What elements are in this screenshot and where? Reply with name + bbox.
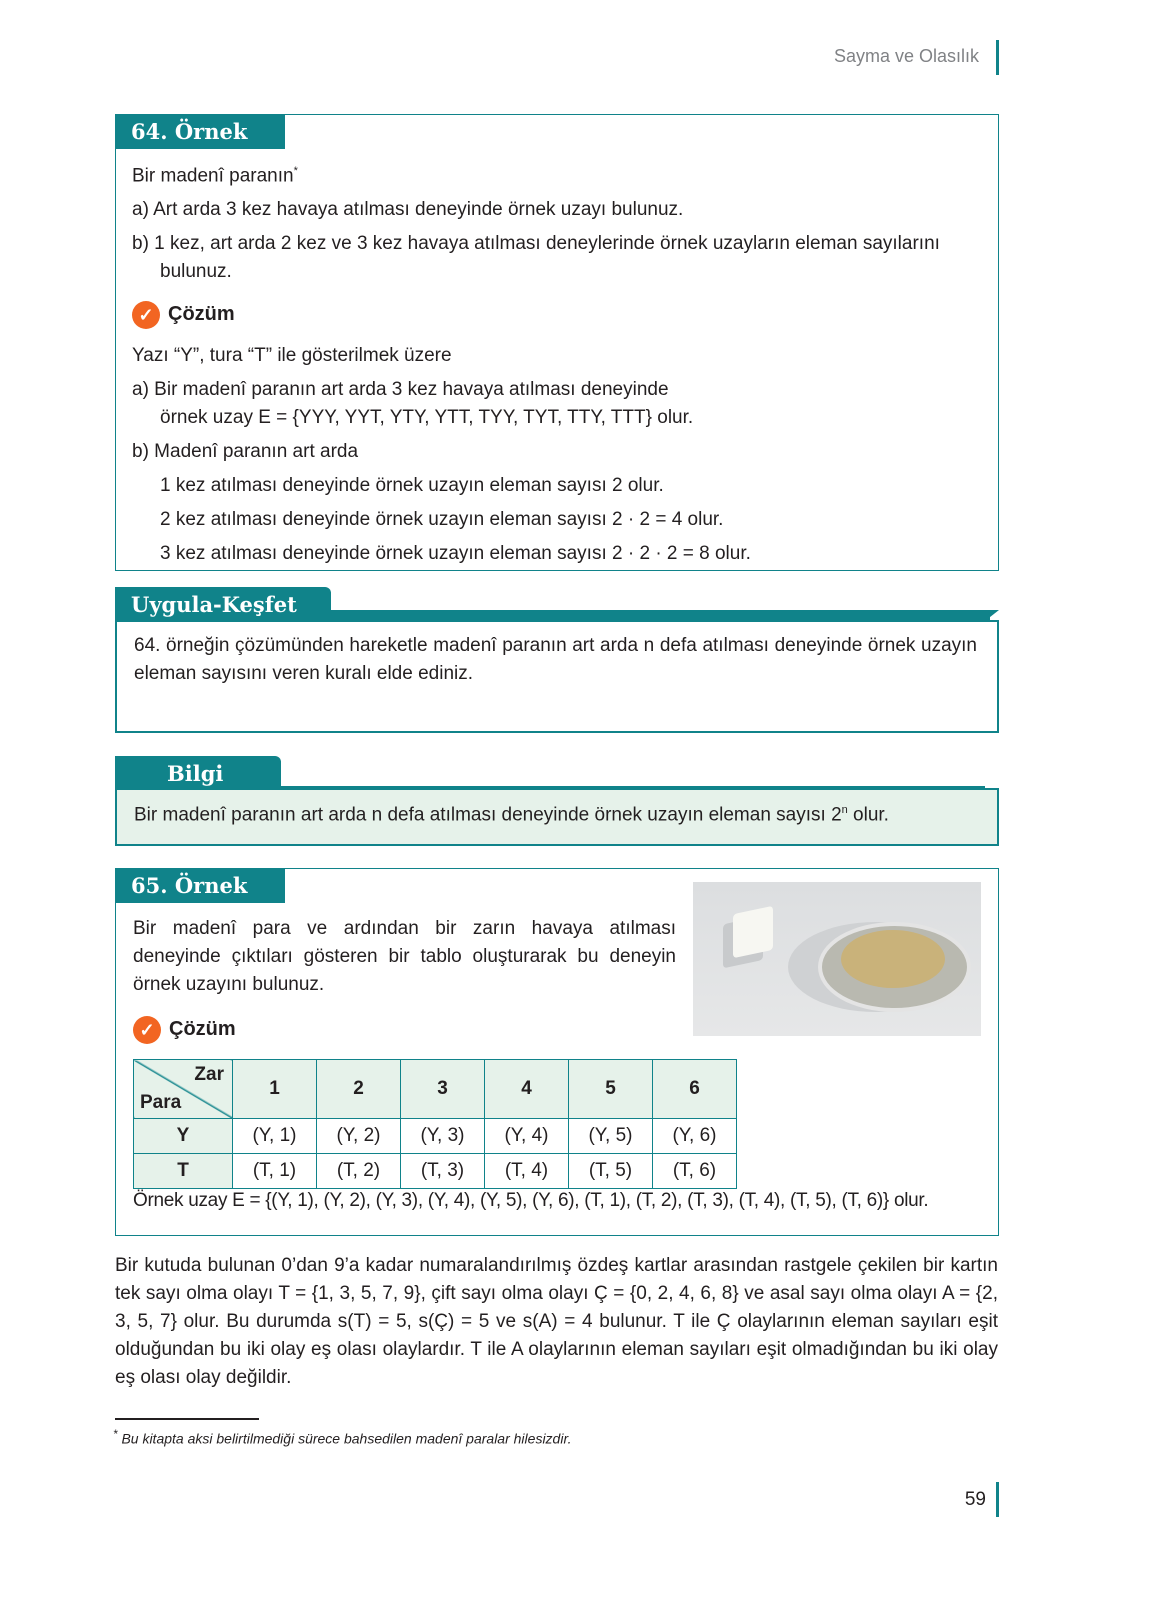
- column-header: 4: [485, 1060, 569, 1119]
- footnote-mark: *: [293, 165, 298, 177]
- table-corner: [134, 1060, 233, 1119]
- table-cell: (T, 6): [653, 1154, 737, 1189]
- running-header: Sayma ve Olasılık: [833, 46, 979, 66]
- table-cell: (Y, 5): [569, 1119, 653, 1154]
- coin-face: [841, 930, 945, 988]
- footnote-text: Bu kitapta aksi belirtilmediği sürece bahsedilen madenî paralar hilesizdir.: [121, 1430, 572, 1447]
- footnote-mark: *: [113, 1428, 118, 1441]
- corner-para: Para: [140, 1092, 182, 1113]
- info-title: Bilgi: [115, 756, 281, 789]
- question-b: b) 1 kez, art arda 2 kez ve 3 kez havaya atılması deneylerinde örnek uzayların eleman sayılarını: [132, 233, 940, 254]
- table-cell: (T, 5): [569, 1154, 653, 1189]
- example-64-intro: [132, 165, 298, 187]
- footnote: [113, 1428, 571, 1447]
- info-exponent: n: [841, 804, 848, 816]
- solution-b-3: 3 kez atılması deneyinde örnek uzayın eleman sayısı 2 · 2 · 2 = 8 olur.: [160, 543, 751, 564]
- solution-b-2: 2 kez atılması deneyinde örnek uzayın eleman sayısı 2 · 2 = 4 olur.: [160, 509, 724, 530]
- info-main: Bir madenî paranın art arda n defa atılması deneyinde örnek uzayın eleman sayısı 2: [134, 804, 842, 826]
- info-tail: olur.: [847, 804, 889, 826]
- column-header: 2: [317, 1060, 401, 1119]
- solution-b: b) Madenî paranın art arda: [132, 441, 359, 462]
- table-cell: (T, 4): [485, 1154, 569, 1189]
- table-cell: (T, 1): [233, 1154, 317, 1189]
- solution-label: Çözüm: [169, 1018, 236, 1041]
- explore-text: 64. örneğin çözümünden hareketle madenî paranın art arda n defa atılması deneyinde örnek uzayın eleman sayısını veren kuralı elde ediniz.: [134, 635, 977, 684]
- table-cell: (Y, 4): [485, 1119, 569, 1154]
- solution-intro: Yazı “Y”, tura “T” ile gösterilmek üzere: [132, 345, 452, 366]
- solution-a: a) Bir madenî paranın art arda 3 kez havaya atılması deneyinde: [132, 379, 669, 400]
- solution-heading-65: [133, 1016, 236, 1044]
- table-cell: (Y, 6): [653, 1119, 737, 1154]
- header-bar: [996, 40, 999, 75]
- example-65-title: 65. Örnek: [115, 868, 285, 903]
- page-number: 59: [964, 1489, 986, 1510]
- table-cell: (Y, 2): [317, 1119, 401, 1154]
- example-65-text: Bir madenî para ve ardından bir zarın havaya atılması deneyinde çıktıları gösteren bir tablo oluşturarak bu deneyin örnek uzayını bulunuz.: [133, 918, 676, 995]
- solution-a-cont: örnek uzay E = {YYY, YYT, YTY, YTT, TYY, TYT, TTY, TTT} olur.: [160, 407, 694, 428]
- sample-space: Örnek uzay E = {(Y, 1), (Y, 2), (Y, 3), (Y, 4), (Y, 5), (Y, 6), (T, 1), (T, 2), (T, 3), (T, 4), (T, 5), (T, 6)} olur.: [133, 1190, 929, 1211]
- column-header: 3: [401, 1060, 485, 1119]
- solution-label: Çözüm: [168, 303, 235, 326]
- column-header: 5: [569, 1060, 653, 1119]
- explore-title: Uygula-Keşfet: [115, 587, 331, 621]
- column-header: 6: [653, 1060, 737, 1119]
- dice-and-coin-image: [693, 882, 981, 1036]
- table-row: [134, 1154, 737, 1189]
- page-number-bar: [996, 1482, 999, 1517]
- example-64-title: 64. Örnek: [115, 114, 285, 149]
- info-text: [134, 804, 889, 826]
- solution-heading: [132, 301, 235, 329]
- check-icon: ✓: [132, 301, 160, 329]
- row-header: T: [134, 1154, 233, 1189]
- table-cell: (Y, 1): [233, 1119, 317, 1154]
- intro-text: Bir madenî paranın: [132, 165, 294, 187]
- table-cell: (Y, 3): [401, 1119, 485, 1154]
- table-cell: (T, 2): [317, 1154, 401, 1189]
- table-row: [134, 1119, 737, 1154]
- footnote-rule: [115, 1418, 259, 1420]
- solution-b-1: 1 kez atılması deneyinde örnek uzayın eleman sayısı 2 olur.: [160, 475, 664, 496]
- check-icon: ✓: [133, 1016, 161, 1044]
- row-header: Y: [134, 1119, 233, 1154]
- table-cell: (T, 3): [401, 1154, 485, 1189]
- column-header: 1: [233, 1060, 317, 1119]
- question-a: a) Art arda 3 kez havaya atılması deneyinde örnek uzayı bulunuz.: [132, 199, 684, 220]
- dice-icon: [733, 906, 773, 959]
- outcome-table: [133, 1059, 737, 1189]
- question-b-cont: bulunuz.: [160, 261, 232, 282]
- body-paragraph: Bir kutuda bulunan 0’dan 9’a kadar numaralandırılmış özdeş kartlar arasından rastgele çekilen bir kartın tek sayı olma olayı T = {1, 3, 5, 7, 9}, çift sayı olma olayı Ç = {0, 2, 4, 6, 8} ve asal sayı olma olayı A = {2, 3, 5, 7} olur. Bu durumda s(T) = 5, s(Ç) = 5 ve s(A) = 4 bulunur. T ile Ç olaylarının eleman sayıları eşit olduğundan bu iki olay eş olası olaylardır. T ile A olaylarının eleman sayıları eşit olmadığından bu iki olay eş olası olay değildir.: [115, 1255, 998, 1388]
- corner-zar: Zar: [194, 1064, 224, 1085]
